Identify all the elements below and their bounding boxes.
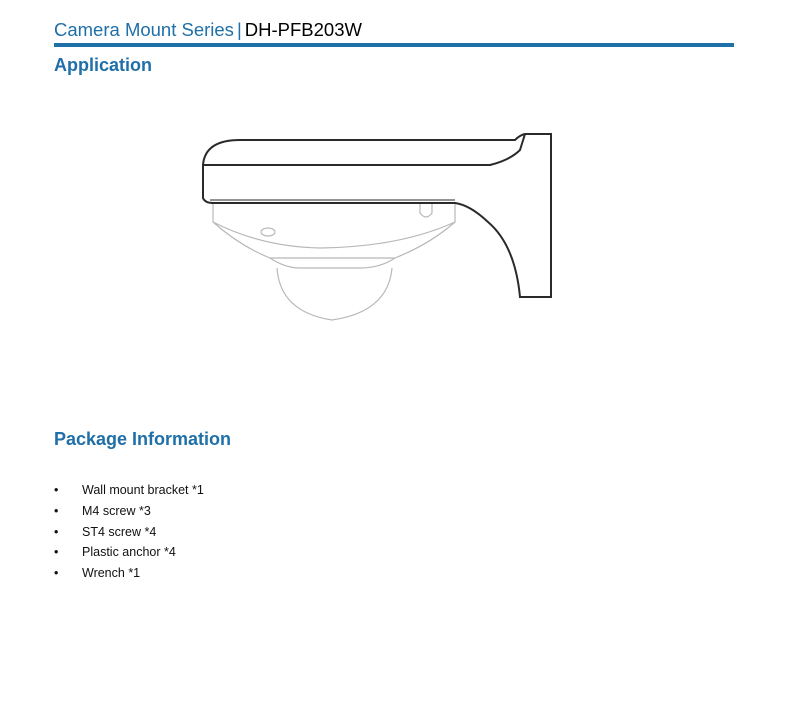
header-title [54,18,734,42]
package-heading: Package Information [54,429,232,449]
bullet-icon: • [54,566,59,581]
package-list [54,480,204,584]
camera-dome [213,203,455,320]
bracket-body [203,134,551,297]
bullet-icon: • [54,545,59,560]
bullet-icon: • [54,483,59,497]
package-item-label: Wrench *1 [82,566,141,581]
bullet-icon: • [54,503,59,518]
package-item-label: Wall mount bracket *1 [82,483,204,497]
model-number: DH-PFB203W [244,19,362,40]
package-item [54,501,204,522]
bullet-icon: • [54,524,59,539]
package-item-label: ST4 screw *4 [82,524,157,539]
header-rule [54,43,734,47]
package-item [54,563,204,584]
package-item [54,522,204,543]
series-name: Camera Mount Series [54,19,234,40]
package-item-label: Plastic anchor *4 [82,545,176,560]
package-item-label: M4 screw *3 [82,503,151,518]
application-heading: Application [54,55,152,75]
page-header [54,18,734,42]
header-separator: | [236,19,242,40]
package-item [54,480,204,501]
package-item [54,542,204,563]
wall-mount-illustration [190,120,570,330]
